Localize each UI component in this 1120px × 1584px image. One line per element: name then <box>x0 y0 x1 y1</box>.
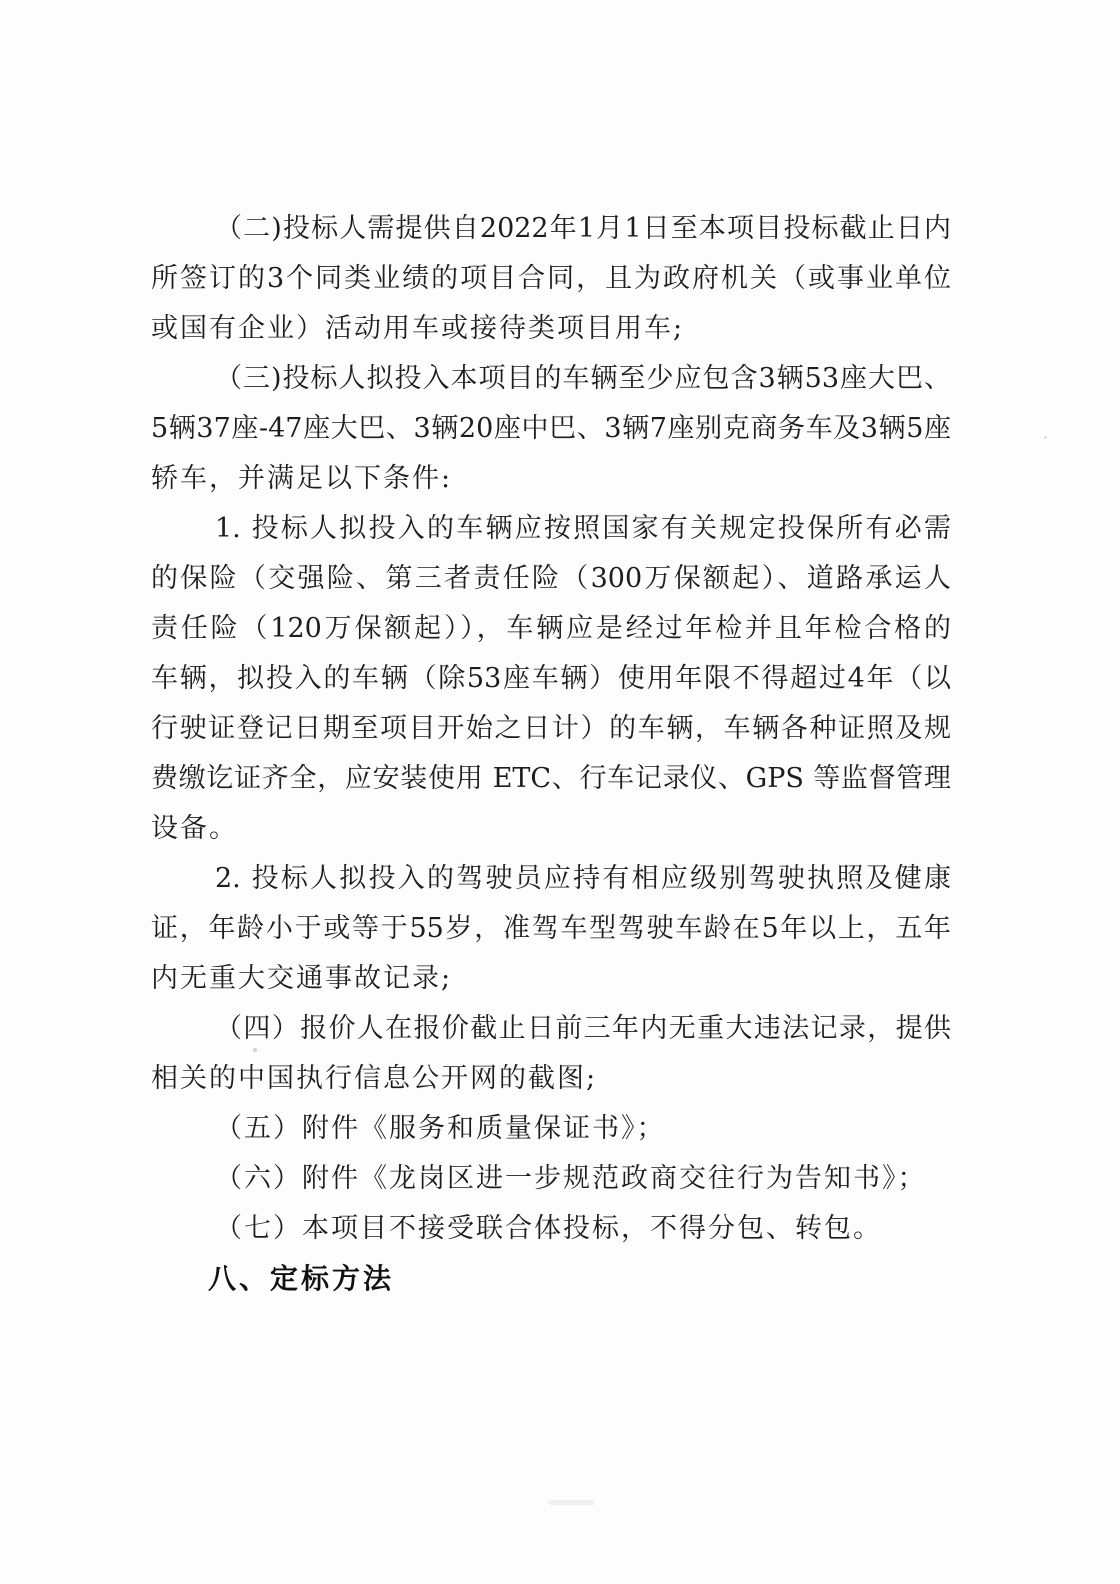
text-line: 相关的中国执行信息公开网的截图; <box>151 1063 598 1094</box>
paragraph-item-2 <box>151 204 951 354</box>
text-line: （五）附件《服务和质量保证书》； <box>215 1113 666 1144</box>
text-line: 费缴讫证齐全，应安装使用 ETC、行车记录仪、GPS 等监督管理 <box>151 763 951 794</box>
paragraph-item-5 <box>151 1104 951 1154</box>
paragraph-clause-1 <box>151 504 951 854</box>
text-line: （六）附件《龙岗区进一步规范政商交往行为告知书》； <box>215 1163 927 1194</box>
scan-speck <box>548 1500 594 1505</box>
text-line: 内无重大交通事故记录; <box>151 963 453 994</box>
paragraph-item-6 <box>151 1154 951 1204</box>
paragraph-item-7 <box>151 1204 951 1254</box>
paragraph-clause-2 <box>151 854 951 1004</box>
text-line: （三)投标人拟投入本项目的车辆至少应包含3辆53座大巴、 <box>215 363 951 394</box>
scan-speck <box>1044 436 1047 439</box>
text-line: 的保险（交强险、第三者责任险（300万保额起）、道路承运人 <box>151 563 951 594</box>
text-line: 2. 投标人拟投入的驾驶员应持有相应级别驾驶执照及健康 <box>215 863 951 894</box>
text-line: 证，年龄小于或等于55岁，准驾车型驾驶车龄在5年以上，五年 <box>151 913 951 944</box>
text-line: （七）本项目不接受联合体投标，不得分包、转包。 <box>215 1213 882 1244</box>
text-line: 责任险（120万保额起）），车辆应是经过年检并且年检合格的 <box>151 613 951 644</box>
text-line: 1. 投标人拟投入的车辆应按照国家有关规定投保所有必需 <box>215 513 951 544</box>
text-line: 轿车，并满足以下条件: <box>151 463 453 494</box>
text-line: 车辆，拟投入的车辆（除53座车辆）使用年限不得超过4年（以 <box>151 663 951 694</box>
document-body <box>151 204 951 1304</box>
text-line: （四）报价人在报价截止日前三年内无重大违法记录，提供 <box>215 1013 951 1044</box>
text-line: 设备。 <box>151 813 238 844</box>
paragraph-item-3 <box>151 354 951 504</box>
text-line: 所签订的3个同类业绩的项目合同，且为政府机关（或事业单位 <box>151 263 951 294</box>
paragraph-section-8 <box>151 1254 951 1304</box>
text-line: 行驶证登记日期至项目开始之日计）的车辆，车辆各种证照及规 <box>151 713 951 744</box>
text-line: 5辆37座-47座大巴、3辆20座中巴、3辆7座别克商务车及3辆5座 <box>151 413 951 444</box>
text-line: （二)投标人需提供自2022年1月1日至本项目投标截止日内 <box>215 213 951 244</box>
section-heading: 八、定标方法 <box>208 1262 395 1295</box>
text-line: 或国有企业）活动用车或接待类项目用车; <box>151 313 685 344</box>
paragraph-item-4 <box>151 1004 951 1104</box>
